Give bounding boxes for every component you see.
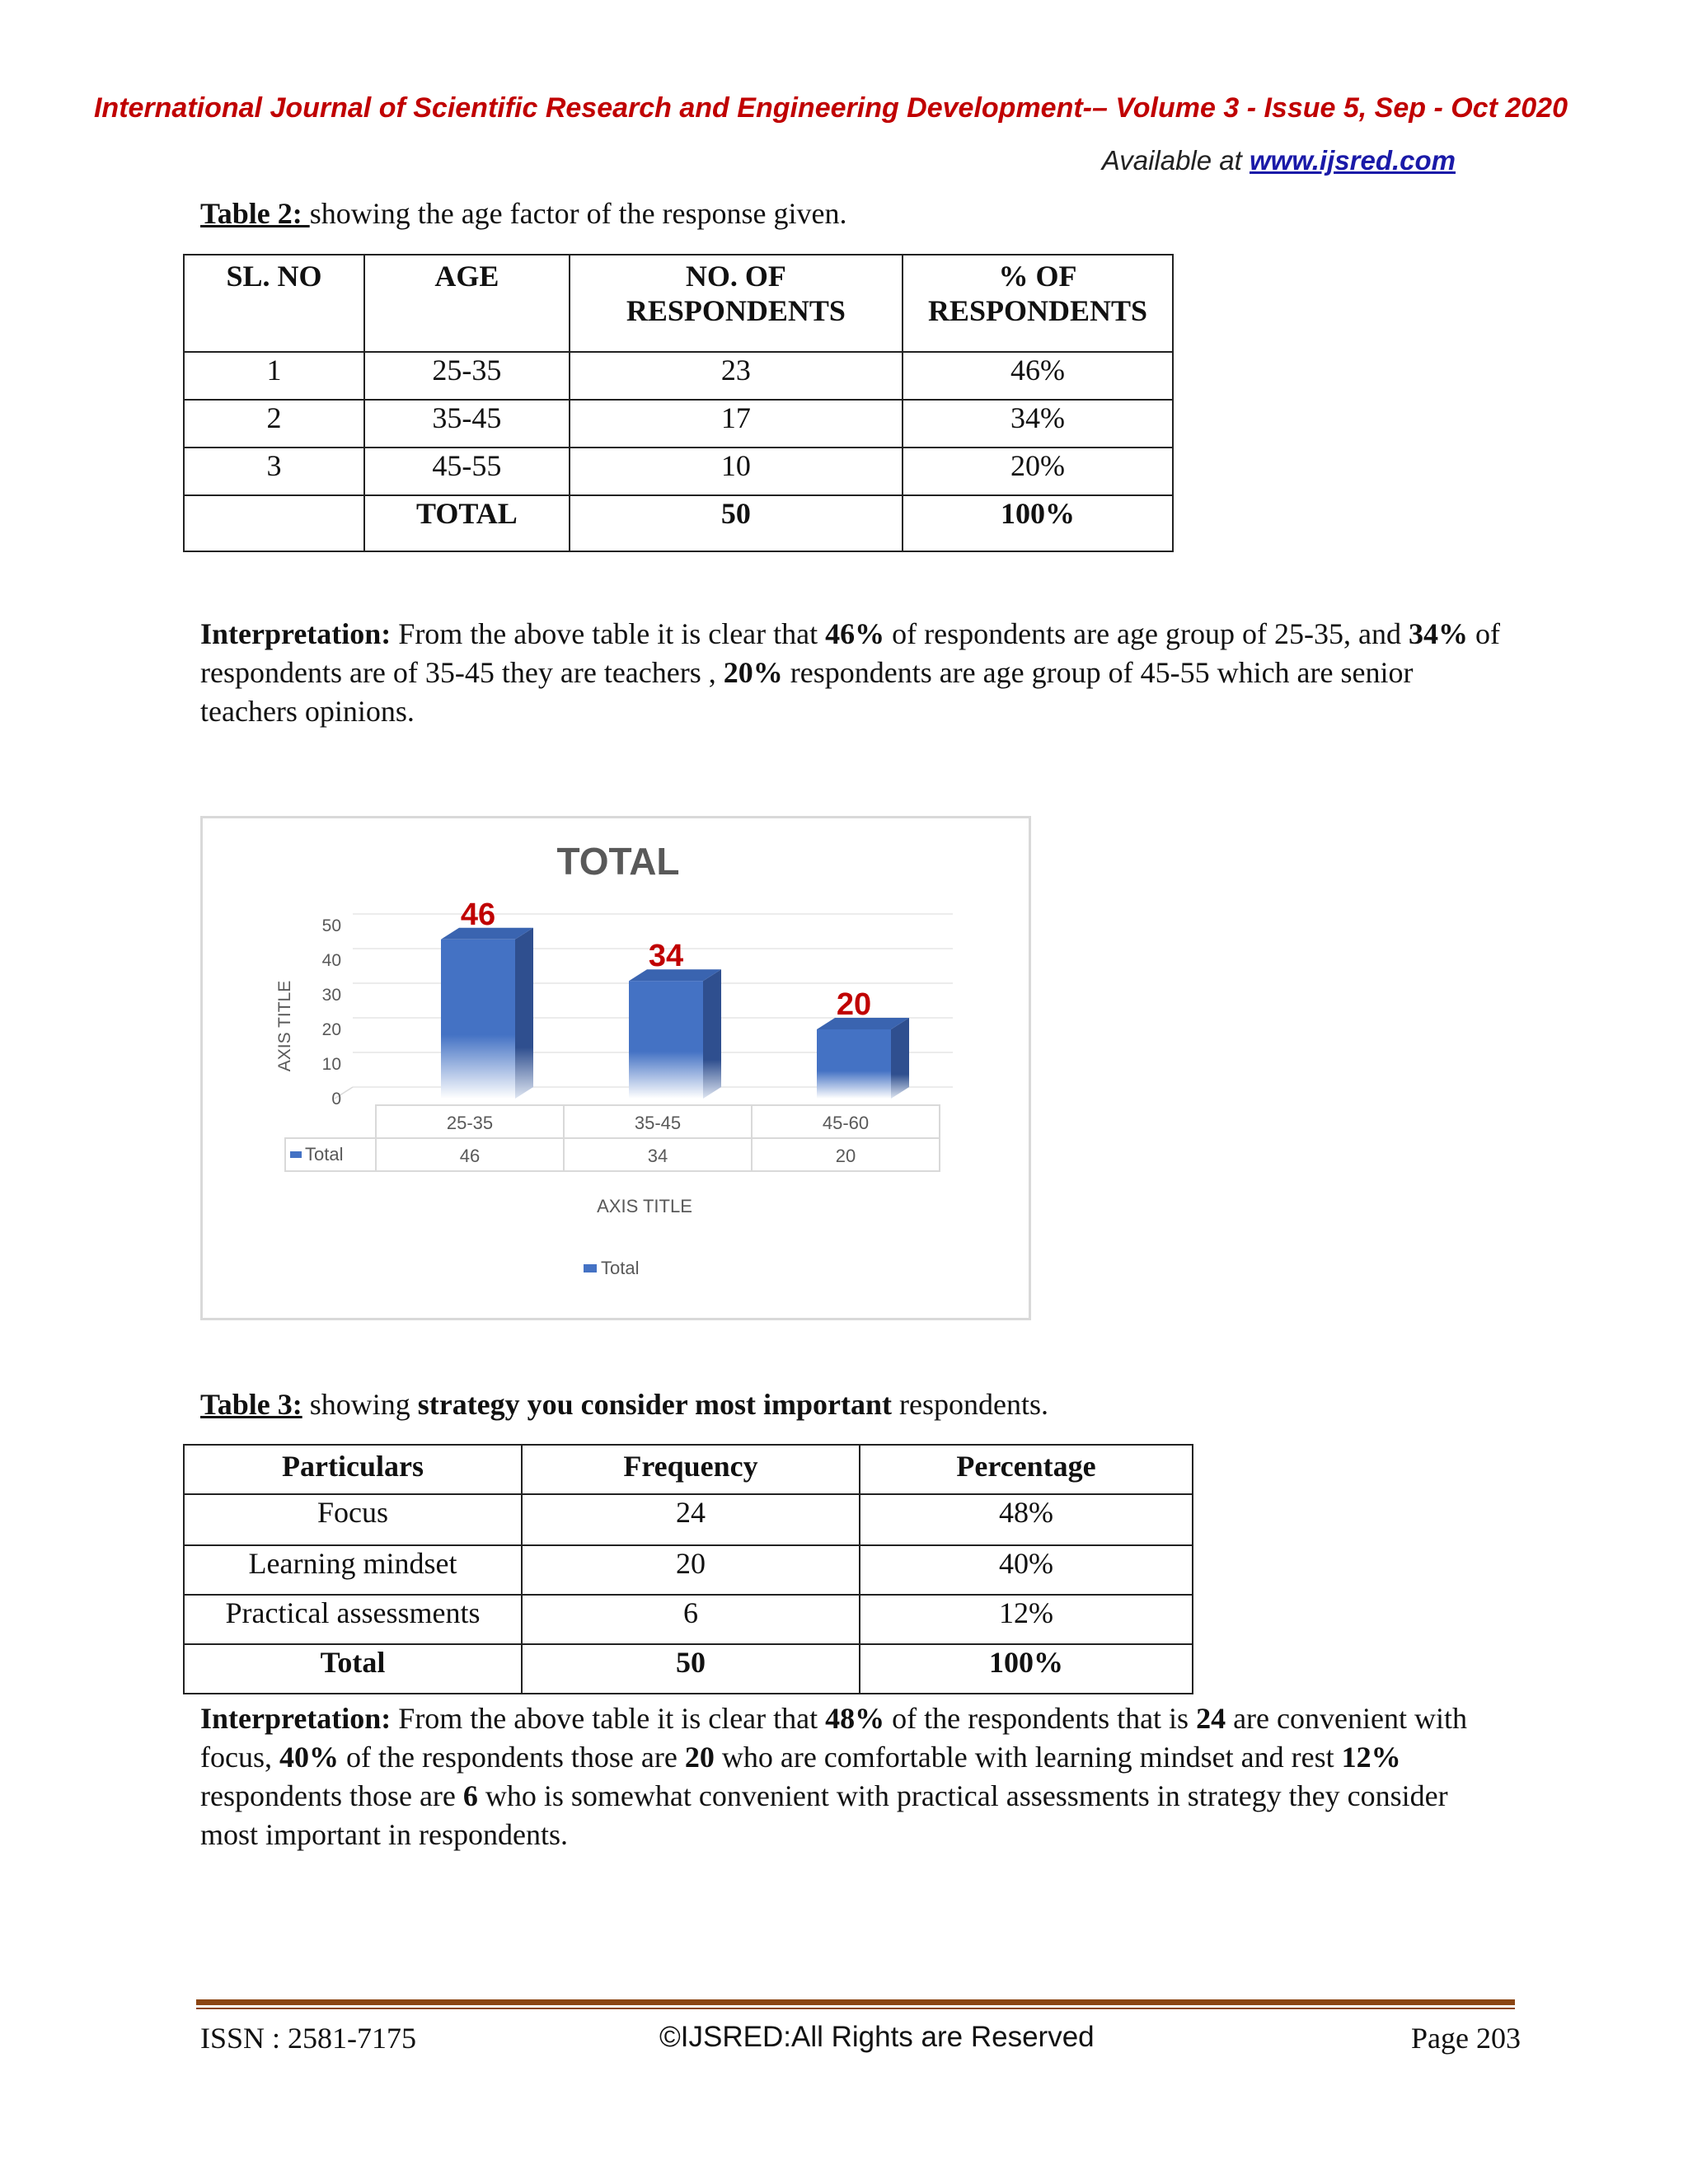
text-run: respondents those are [200,1779,463,1812]
text-run: who is somewhat convenient with practical assessments in strategy they consider most important in respondents. [200,1779,1448,1851]
footer-page-number: Page 203 [1411,2022,1521,2055]
text-run: of respondents are age group of 25-35, and [884,617,1409,650]
bold-run: 12% [1341,1741,1401,1774]
bar-side [891,1018,909,1099]
bold-run: 24 [1196,1702,1226,1735]
x-tick-label: 35-45 [634,1113,682,1133]
x-axis-title: AXIS TITLE [597,1196,692,1216]
table-cell [184,495,364,551]
footer-rule-thin [196,2008,1515,2009]
text-run: showing [302,1388,418,1421]
bold-run: 20 [684,1741,715,1774]
data-table-legend-swatch [290,1151,302,1158]
bar-side [515,928,533,1099]
table-row [184,1494,1193,1545]
y-tick-label: 50 [321,916,341,935]
strategy-table-header-cell: Particulars [184,1445,522,1494]
journal-website-link[interactable]: www.ijsred.com [1249,145,1456,176]
age-table-header-cell: % OF RESPONDENTS [903,255,1173,352]
table-row [184,1595,1193,1644]
table-row [184,400,1173,448]
table-cell: 12% [860,1595,1193,1644]
y-tick-label: 40 [321,951,341,970]
table-cell: 48% [860,1494,1193,1545]
footer-rule [196,1999,1515,2005]
chart-canvas [203,818,1029,1318]
text-run: From the above table it is clear that [391,617,826,650]
bold-run: 6 [462,1779,478,1812]
y-tick-label: 30 [321,986,341,1005]
bar-side [703,969,721,1099]
y-tick-label: 0 [331,1090,341,1108]
y-tick-label: 10 [321,1055,341,1074]
text-run: respondents are age group of 45-55 which are senior teachers opinions. [200,656,1414,728]
age-table-header-cell: AGE [364,255,570,352]
table-cell: 100% [903,495,1173,551]
bar [441,940,515,1099]
footer-issn: ISSN : 2581-7175 [200,2022,417,2055]
table-cell: 40% [860,1545,1193,1595]
table-total-row [184,1644,1193,1694]
table2-caption [200,196,847,231]
chart-data-table [285,1105,940,1171]
legend-swatch [584,1264,597,1272]
strategy-table-header-cell: Percentage [860,1445,1193,1494]
text-run: of respondents are of 35-45 they are teachers , [200,617,1500,689]
table-cell: 1 [184,352,364,400]
strategy-table [183,1444,1193,1694]
data-table-value: 46 [459,1146,481,1166]
text-run: of the respondents those are [338,1741,685,1774]
journal-header: International Journal of Scientific Research and Engineering Development-– Volume 3 - Issue 5, Sep - Oct 2020 [93,92,1568,124]
text-run: are convenient with focus, [200,1702,1467,1774]
table-cell: Learning mindset [184,1545,522,1595]
table-row [184,352,1173,400]
data-table-value: 20 [835,1146,856,1166]
age-bar-chart [200,816,1031,1320]
footer-rights: ©IJSRED:All Rights are Reserved [659,2021,1095,2053]
bar [629,981,703,1099]
table-cell: 35-45 [364,400,570,448]
text-run: of the respondents that is [884,1702,1197,1735]
table-cell: Focus [184,1494,522,1545]
table3-caption-label: Table 3: [200,1388,302,1421]
table-cell: 3 [184,448,364,495]
table-cell: 20% [903,448,1173,495]
table-cell: 46% [903,352,1173,400]
bold-run: 48% [825,1702,885,1735]
table-cell: TOTAL [364,495,570,551]
bold-run: 20% [723,656,783,689]
available-prefix: Available at [1101,145,1250,176]
availability-line [1102,145,1456,176]
data-label: 20 [836,987,872,1022]
x-tick-label: 25-35 [446,1113,494,1133]
strategy-table-header-cell: Frequency [522,1445,860,1494]
y-axis-ticks [322,916,341,1108]
table-cell: 50 [570,495,903,551]
data-table-series-label: Total [305,1144,344,1165]
table-cell: Practical assessments [184,1595,522,1644]
legend-label: Total [601,1258,640,1278]
age-table-header-cell: SL. NO [184,255,364,352]
table-row [184,448,1173,495]
table-cell: 100% [860,1644,1193,1694]
table-cell: Total [184,1644,522,1694]
strategy-table-header [184,1445,1193,1494]
x-tick-label: 45-60 [822,1113,870,1133]
interpretation-label: Interpretation: [200,1702,392,1735]
table3-caption [200,1387,1048,1422]
table-cell: 25-35 [364,352,570,400]
age-table-header-cell: NO. OF RESPONDENTS [570,255,903,352]
bold-run: strategy you consider most important [417,1388,892,1421]
data-label: 46 [460,897,496,932]
table2-caption-text: showing the age factor of the response given. [309,197,847,230]
bold-run: 40% [279,1741,339,1774]
bar [817,1029,891,1099]
table-cell: 10 [570,448,903,495]
table-row [184,1545,1193,1595]
table-cell: 2 [184,400,364,448]
table-cell: 20 [522,1545,860,1595]
table2-caption-label: Table 2: [200,197,310,230]
age-table-header [184,255,1173,352]
interpretation-label: Interpretation: [200,617,392,650]
chart-title: TOTAL [556,840,680,883]
table-cell: 17 [570,400,903,448]
table-cell: 23 [570,352,903,400]
interpretation-paragraph-1 [200,615,1503,731]
table-cell: 6 [522,1595,860,1644]
y-tick-label: 20 [321,1020,341,1039]
data-table-value: 34 [647,1146,668,1166]
interpretation-paragraph-2 [200,1699,1503,1854]
text-run: who are comfortable with learning mindset and rest [714,1741,1342,1774]
table-cell: 34% [903,400,1173,448]
text-run: respondents. [892,1388,1048,1421]
table-cell: 45-55 [364,448,570,495]
table-cell: 50 [522,1644,860,1694]
y-axis-title: AXIS TITLE [275,980,294,1072]
bold-run: 34% [1408,617,1468,650]
age-table [183,254,1174,552]
text-run: From the above table it is clear that [391,1702,826,1735]
table-total-row [184,495,1173,551]
bold-run: 46% [825,617,885,650]
data-label: 34 [648,939,684,974]
table-cell: 24 [522,1494,860,1545]
